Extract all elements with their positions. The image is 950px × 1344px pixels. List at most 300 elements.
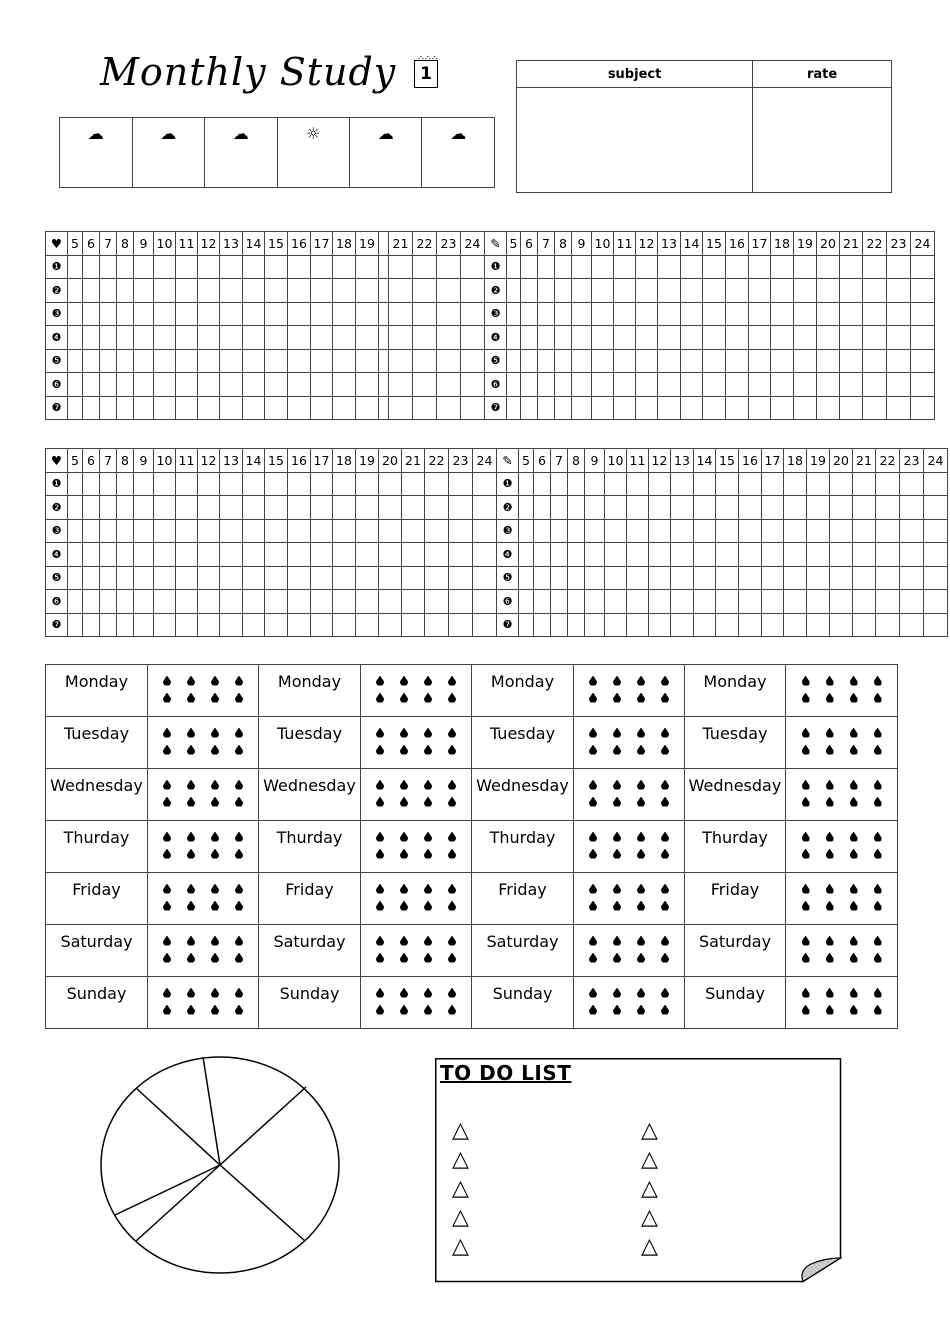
time-cell[interactable] xyxy=(473,566,497,590)
time-cell[interactable] xyxy=(389,373,413,397)
time-cell[interactable] xyxy=(379,543,402,567)
time-cell[interactable] xyxy=(413,326,437,350)
time-cell[interactable] xyxy=(220,613,243,637)
time-cell[interactable] xyxy=(585,472,605,496)
time-cell[interactable] xyxy=(117,255,134,279)
time-cell[interactable] xyxy=(614,326,636,350)
time-cell[interactable] xyxy=(100,519,117,543)
time-cell[interactable] xyxy=(425,496,449,520)
time-cell[interactable] xyxy=(154,566,176,590)
water-drops-tracker[interactable] xyxy=(786,925,898,977)
time-cell[interactable] xyxy=(288,349,311,373)
water-drops-tracker[interactable] xyxy=(361,665,472,717)
time-cell[interactable] xyxy=(658,396,681,420)
time-cell[interactable] xyxy=(176,326,198,350)
time-cell[interactable] xyxy=(572,326,592,350)
time-cell[interactable] xyxy=(288,279,311,303)
time-cell[interactable] xyxy=(154,326,176,350)
time-cell[interactable] xyxy=(568,543,585,567)
time-cell[interactable] xyxy=(671,590,694,614)
time-cell[interactable] xyxy=(333,519,356,543)
time-cell[interactable] xyxy=(134,590,154,614)
time-cell[interactable] xyxy=(243,349,265,373)
time-cell[interactable] xyxy=(830,472,853,496)
time-cell[interactable] xyxy=(853,519,876,543)
time-cell[interactable] xyxy=(100,613,117,637)
time-cell[interactable] xyxy=(807,590,830,614)
time-cell[interactable] xyxy=(176,496,198,520)
water-drops-tracker[interactable] xyxy=(786,821,898,873)
time-cell[interactable] xyxy=(425,613,449,637)
rate-cell[interactable] xyxy=(753,88,892,193)
time-cell[interactable] xyxy=(614,373,636,397)
time-cell[interactable] xyxy=(534,543,551,567)
time-cell[interactable] xyxy=(117,496,134,520)
time-cell[interactable] xyxy=(551,496,568,520)
time-cell[interactable] xyxy=(900,472,924,496)
time-cell[interactable] xyxy=(817,396,840,420)
time-cell[interactable] xyxy=(726,373,749,397)
time-cell[interactable] xyxy=(739,519,762,543)
time-cell[interactable] xyxy=(739,496,762,520)
time-cell[interactable] xyxy=(749,396,771,420)
time-cell[interactable] xyxy=(771,349,794,373)
time-cell[interactable] xyxy=(83,472,100,496)
todo-checkbox-triangle[interactable]: △ xyxy=(641,1147,658,1172)
time-cell[interactable] xyxy=(572,396,592,420)
time-cell[interactable] xyxy=(333,543,356,567)
time-cell[interactable] xyxy=(117,472,134,496)
time-cell[interactable] xyxy=(68,496,83,520)
time-cell[interactable] xyxy=(413,396,437,420)
time-cell[interactable] xyxy=(900,519,924,543)
time-cell[interactable] xyxy=(636,302,658,326)
time-cell[interactable] xyxy=(68,566,83,590)
time-cell[interactable] xyxy=(288,543,311,567)
time-cell[interactable] xyxy=(437,349,461,373)
time-cell[interactable] xyxy=(265,279,288,303)
time-cell[interactable] xyxy=(658,373,681,397)
time-cell[interactable] xyxy=(311,326,333,350)
todo-checkbox-triangle[interactable]: △ xyxy=(452,1176,469,1201)
time-cell[interactable] xyxy=(288,566,311,590)
time-cell[interactable] xyxy=(402,590,425,614)
time-cell[interactable] xyxy=(784,519,807,543)
time-cell[interactable] xyxy=(521,302,538,326)
time-cell[interactable] xyxy=(794,279,817,303)
time-cell[interactable] xyxy=(694,543,716,567)
time-cell[interactable] xyxy=(585,543,605,567)
time-cell[interactable] xyxy=(716,543,739,567)
time-cell[interactable] xyxy=(636,396,658,420)
time-cell[interactable] xyxy=(311,543,333,567)
time-cell[interactable] xyxy=(521,396,538,420)
time-cell[interactable] xyxy=(726,255,749,279)
time-cell[interactable] xyxy=(83,279,100,303)
time-cell[interactable] xyxy=(68,396,83,420)
time-cell[interactable] xyxy=(356,396,379,420)
time-cell[interactable] xyxy=(356,326,379,350)
time-cell[interactable] xyxy=(389,349,413,373)
time-cell[interactable] xyxy=(288,255,311,279)
time-cell[interactable] xyxy=(265,255,288,279)
time-cell[interactable] xyxy=(311,472,333,496)
time-cell[interactable] xyxy=(117,302,134,326)
time-cell[interactable] xyxy=(83,590,100,614)
todo-checkbox-triangle[interactable]: △ xyxy=(452,1118,469,1143)
time-cell[interactable] xyxy=(176,472,198,496)
time-cell[interactable] xyxy=(853,543,876,567)
time-cell[interactable] xyxy=(830,613,853,637)
time-cell[interactable] xyxy=(68,302,83,326)
time-cell[interactable] xyxy=(379,496,402,520)
time-cell[interactable] xyxy=(534,519,551,543)
time-cell[interactable] xyxy=(592,302,614,326)
water-drops-tracker[interactable] xyxy=(148,769,259,821)
time-cell[interactable] xyxy=(425,472,449,496)
time-cell[interactable] xyxy=(265,590,288,614)
time-cell[interactable] xyxy=(243,590,265,614)
time-cell[interactable] xyxy=(311,613,333,637)
time-cell[interactable] xyxy=(243,496,265,520)
time-cell[interactable] xyxy=(356,543,379,567)
time-cell[interactable] xyxy=(555,349,572,373)
time-cell[interactable] xyxy=(627,496,649,520)
time-cell[interactable] xyxy=(311,566,333,590)
time-cell[interactable] xyxy=(134,472,154,496)
time-cell[interactable] xyxy=(461,373,485,397)
time-cell[interactable] xyxy=(288,613,311,637)
time-cell[interactable] xyxy=(134,279,154,303)
time-cell[interactable] xyxy=(449,566,473,590)
time-cell[interactable] xyxy=(473,519,497,543)
time-cell[interactable] xyxy=(555,279,572,303)
water-drops-tracker[interactable] xyxy=(574,925,685,977)
water-drops-tracker[interactable] xyxy=(148,873,259,925)
time-cell[interactable] xyxy=(154,590,176,614)
time-cell[interactable] xyxy=(449,472,473,496)
time-cell[interactable] xyxy=(461,279,485,303)
time-cell[interactable] xyxy=(830,519,853,543)
time-cell[interactable] xyxy=(840,255,863,279)
time-cell[interactable] xyxy=(356,566,379,590)
weather-cell[interactable] xyxy=(277,118,349,188)
time-cell[interactable] xyxy=(379,396,389,420)
time-cell[interactable] xyxy=(379,519,402,543)
time-cell[interactable] xyxy=(333,590,356,614)
water-drops-tracker[interactable] xyxy=(786,769,898,821)
time-cell[interactable] xyxy=(876,613,900,637)
time-cell[interactable] xyxy=(243,566,265,590)
time-cell[interactable] xyxy=(220,496,243,520)
time-cell[interactable] xyxy=(220,472,243,496)
time-cell[interactable] xyxy=(356,255,379,279)
time-cell[interactable] xyxy=(134,255,154,279)
time-cell[interactable] xyxy=(863,255,887,279)
time-cell[interactable] xyxy=(519,566,534,590)
time-cell[interactable] xyxy=(605,613,627,637)
time-cell[interactable] xyxy=(726,279,749,303)
time-cell[interactable] xyxy=(437,396,461,420)
time-cell[interactable] xyxy=(333,373,356,397)
time-cell[interactable] xyxy=(449,519,473,543)
time-cell[interactable] xyxy=(636,279,658,303)
time-cell[interactable] xyxy=(449,613,473,637)
time-cell[interactable] xyxy=(449,496,473,520)
time-cell[interactable] xyxy=(807,472,830,496)
time-cell[interactable] xyxy=(198,519,220,543)
time-cell[interactable] xyxy=(636,373,658,397)
time-cell[interactable] xyxy=(134,302,154,326)
time-cell[interactable] xyxy=(507,373,521,397)
time-cell[interactable] xyxy=(379,302,389,326)
time-cell[interactable] xyxy=(449,590,473,614)
time-cell[interactable] xyxy=(413,279,437,303)
time-cell[interactable] xyxy=(627,543,649,567)
time-cell[interactable] xyxy=(840,349,863,373)
time-cell[interactable] xyxy=(461,302,485,326)
time-cell[interactable] xyxy=(887,349,911,373)
time-cell[interactable] xyxy=(220,326,243,350)
time-cell[interactable] xyxy=(671,519,694,543)
time-cell[interactable] xyxy=(333,302,356,326)
time-cell[interactable] xyxy=(568,566,585,590)
time-cell[interactable] xyxy=(876,472,900,496)
time-cell[interactable] xyxy=(243,519,265,543)
todo-checkbox-triangle[interactable]: △ xyxy=(641,1176,658,1201)
time-cell[interactable] xyxy=(924,543,948,567)
time-cell[interactable] xyxy=(198,613,220,637)
time-cell[interactable] xyxy=(198,279,220,303)
time-cell[interactable] xyxy=(627,519,649,543)
time-cell[interactable] xyxy=(68,279,83,303)
time-cell[interactable] xyxy=(117,396,134,420)
time-cell[interactable] xyxy=(900,613,924,637)
time-cell[interactable] xyxy=(911,326,935,350)
time-cell[interactable] xyxy=(83,326,100,350)
time-cell[interactable] xyxy=(568,496,585,520)
time-cell[interactable] xyxy=(605,519,627,543)
time-cell[interactable] xyxy=(288,326,311,350)
time-cell[interactable] xyxy=(592,396,614,420)
time-cell[interactable] xyxy=(703,255,726,279)
time-cell[interactable] xyxy=(627,472,649,496)
time-cell[interactable] xyxy=(911,279,935,303)
time-cell[interactable] xyxy=(538,396,555,420)
time-cell[interactable] xyxy=(198,496,220,520)
time-cell[interactable] xyxy=(658,326,681,350)
time-cell[interactable] xyxy=(658,349,681,373)
time-cell[interactable] xyxy=(243,613,265,637)
time-cell[interactable] xyxy=(681,279,703,303)
time-cell[interactable] xyxy=(154,519,176,543)
time-cell[interactable] xyxy=(703,279,726,303)
time-cell[interactable] xyxy=(198,590,220,614)
time-cell[interactable] xyxy=(198,396,220,420)
weather-cell[interactable] xyxy=(349,118,422,188)
time-cell[interactable] xyxy=(68,255,83,279)
water-drops-tracker[interactable] xyxy=(574,873,685,925)
weather-cell[interactable] xyxy=(422,118,495,188)
time-cell[interactable] xyxy=(356,496,379,520)
time-cell[interactable] xyxy=(853,566,876,590)
time-cell[interactable] xyxy=(716,613,739,637)
time-cell[interactable] xyxy=(749,326,771,350)
time-cell[interactable] xyxy=(413,255,437,279)
time-cell[interactable] xyxy=(784,590,807,614)
time-cell[interactable] xyxy=(863,396,887,420)
time-cell[interactable] xyxy=(726,326,749,350)
time-cell[interactable] xyxy=(521,373,538,397)
time-cell[interactable] xyxy=(784,613,807,637)
time-cell[interactable] xyxy=(288,590,311,614)
time-cell[interactable] xyxy=(68,590,83,614)
time-cell[interactable] xyxy=(100,396,117,420)
time-cell[interactable] xyxy=(681,349,703,373)
time-cell[interactable] xyxy=(311,302,333,326)
time-cell[interactable] xyxy=(784,543,807,567)
water-drops-tracker[interactable] xyxy=(574,769,685,821)
time-cell[interactable] xyxy=(538,373,555,397)
time-cell[interactable] xyxy=(853,472,876,496)
time-cell[interactable] xyxy=(100,373,117,397)
time-cell[interactable] xyxy=(425,519,449,543)
time-cell[interactable] xyxy=(389,279,413,303)
time-cell[interactable] xyxy=(911,255,935,279)
time-cell[interactable] xyxy=(379,255,389,279)
time-cell[interactable] xyxy=(333,255,356,279)
time-cell[interactable] xyxy=(671,543,694,567)
time-cell[interactable] xyxy=(538,279,555,303)
time-cell[interactable] xyxy=(911,349,935,373)
water-drops-tracker[interactable] xyxy=(148,977,259,1029)
time-cell[interactable] xyxy=(794,302,817,326)
time-cell[interactable] xyxy=(379,566,402,590)
time-cell[interactable] xyxy=(924,613,948,637)
time-cell[interactable] xyxy=(924,472,948,496)
time-cell[interactable] xyxy=(333,279,356,303)
water-drops-tracker[interactable] xyxy=(361,925,472,977)
water-drops-tracker[interactable] xyxy=(574,821,685,873)
time-cell[interactable] xyxy=(100,349,117,373)
time-cell[interactable] xyxy=(507,326,521,350)
time-cell[interactable] xyxy=(636,255,658,279)
time-cell[interactable] xyxy=(154,279,176,303)
time-cell[interactable] xyxy=(716,519,739,543)
time-cell[interactable] xyxy=(555,373,572,397)
time-cell[interactable] xyxy=(924,566,948,590)
time-cell[interactable] xyxy=(771,279,794,303)
time-cell[interactable] xyxy=(154,302,176,326)
time-cell[interactable] xyxy=(333,496,356,520)
time-cell[interactable] xyxy=(694,496,716,520)
time-cell[interactable] xyxy=(911,396,935,420)
time-cell[interactable] xyxy=(585,566,605,590)
time-cell[interactable] xyxy=(924,519,948,543)
time-cell[interactable] xyxy=(568,590,585,614)
time-cell[interactable] xyxy=(134,566,154,590)
time-cell[interactable] xyxy=(863,373,887,397)
time-cell[interactable] xyxy=(100,496,117,520)
time-cell[interactable] xyxy=(739,543,762,567)
time-cell[interactable] xyxy=(379,349,389,373)
time-cell[interactable] xyxy=(507,349,521,373)
time-cell[interactable] xyxy=(154,349,176,373)
time-cell[interactable] xyxy=(68,349,83,373)
time-cell[interactable] xyxy=(551,613,568,637)
time-cell[interactable] xyxy=(176,396,198,420)
time-cell[interactable] xyxy=(817,255,840,279)
time-cell[interactable] xyxy=(265,543,288,567)
time-cell[interactable] xyxy=(220,566,243,590)
time-cell[interactable] xyxy=(807,543,830,567)
time-cell[interactable] xyxy=(572,279,592,303)
time-cell[interactable] xyxy=(572,302,592,326)
time-cell[interactable] xyxy=(658,302,681,326)
time-cell[interactable] xyxy=(198,349,220,373)
time-cell[interactable] xyxy=(585,613,605,637)
time-cell[interactable] xyxy=(551,543,568,567)
time-cell[interactable] xyxy=(614,279,636,303)
time-cell[interactable] xyxy=(243,396,265,420)
time-cell[interactable] xyxy=(784,566,807,590)
time-cell[interactable] xyxy=(627,566,649,590)
time-cell[interactable] xyxy=(605,543,627,567)
time-cell[interactable] xyxy=(437,302,461,326)
time-cell[interactable] xyxy=(840,396,863,420)
time-cell[interactable] xyxy=(572,373,592,397)
time-cell[interactable] xyxy=(649,496,671,520)
time-cell[interactable] xyxy=(830,543,853,567)
time-cell[interactable] xyxy=(739,472,762,496)
time-cell[interactable] xyxy=(507,279,521,303)
time-cell[interactable] xyxy=(830,496,853,520)
water-drops-tracker[interactable] xyxy=(574,717,685,769)
time-cell[interactable] xyxy=(176,255,198,279)
time-cell[interactable] xyxy=(762,496,784,520)
time-cell[interactable] xyxy=(198,543,220,567)
time-cell[interactable] xyxy=(887,326,911,350)
time-cell[interactable] xyxy=(425,543,449,567)
time-cell[interactable] xyxy=(519,543,534,567)
time-cell[interactable] xyxy=(425,590,449,614)
time-cell[interactable] xyxy=(681,302,703,326)
time-cell[interactable] xyxy=(176,519,198,543)
time-cell[interactable] xyxy=(379,590,402,614)
time-cell[interactable] xyxy=(117,566,134,590)
time-cell[interactable] xyxy=(830,590,853,614)
time-cell[interactable] xyxy=(636,326,658,350)
time-cell[interactable] xyxy=(243,279,265,303)
time-cell[interactable] xyxy=(220,373,243,397)
time-cell[interactable] xyxy=(117,519,134,543)
time-cell[interactable] xyxy=(117,349,134,373)
time-cell[interactable] xyxy=(134,373,154,397)
time-cell[interactable] xyxy=(762,543,784,567)
time-cell[interactable] xyxy=(220,349,243,373)
time-cell[interactable] xyxy=(749,302,771,326)
time-cell[interactable] xyxy=(379,279,389,303)
time-cell[interactable] xyxy=(100,472,117,496)
time-cell[interactable] xyxy=(876,519,900,543)
time-cell[interactable] xyxy=(68,373,83,397)
time-cell[interactable] xyxy=(333,613,356,637)
time-cell[interactable] xyxy=(176,373,198,397)
time-cell[interactable] xyxy=(876,590,900,614)
time-cell[interactable] xyxy=(265,519,288,543)
time-cell[interactable] xyxy=(694,590,716,614)
todo-checkbox-triangle[interactable]: △ xyxy=(641,1205,658,1230)
